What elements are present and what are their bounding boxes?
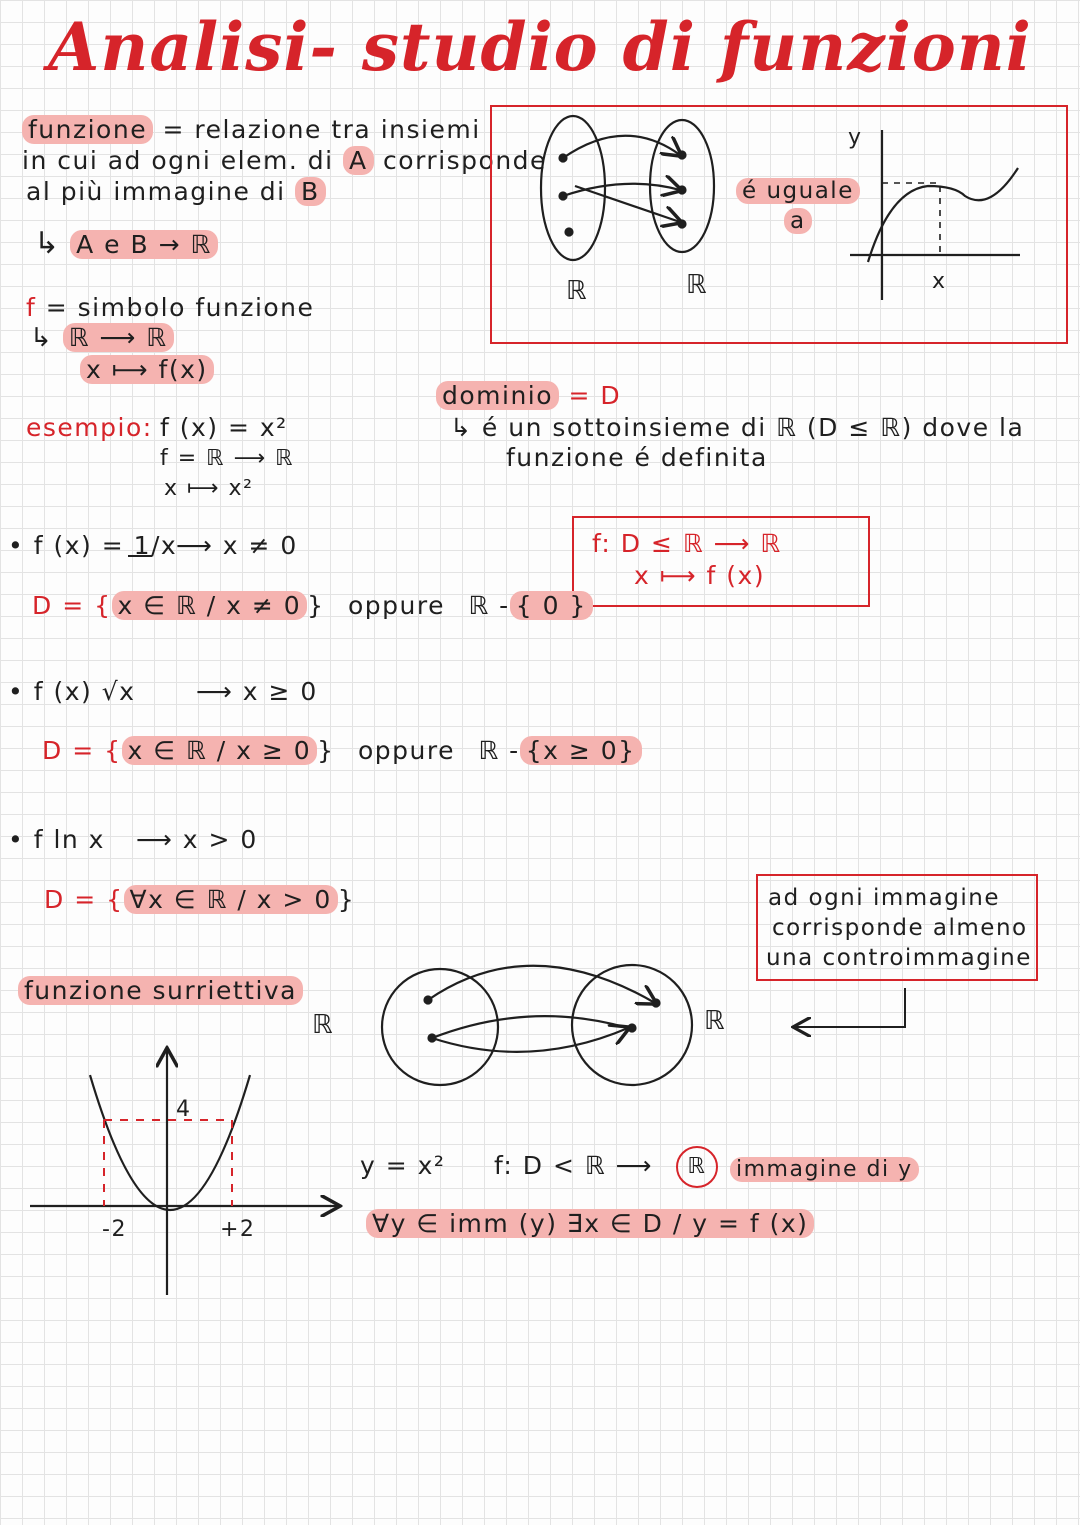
- ex3-function: • f ln x: [8, 825, 105, 854]
- ex1-domain-suffix: }: [307, 591, 325, 620]
- ex1-alt-prefix: ℝ -: [468, 591, 510, 620]
- graph2-label-plus2: +2: [220, 1217, 256, 1242]
- example-line-1: f (x) = x²: [160, 413, 288, 442]
- corner-arrow-icon-3: ↳: [450, 413, 473, 442]
- ex2-domain-prefix: D = {: [42, 736, 122, 765]
- box2-line-2: x ⟼ f (x): [634, 561, 766, 590]
- set-a-label: A: [343, 146, 374, 175]
- function-graph-1: [850, 130, 1020, 300]
- ex3-domain-set: ∀x ∈ ℝ / x > 0: [124, 885, 338, 914]
- surj-circled-set: ℝ: [676, 1146, 718, 1188]
- ex2-condition: ⟶ x ≥ 0: [196, 677, 318, 706]
- sets-text: A e B → ℝ: [70, 230, 218, 259]
- example-label: esempio:: [26, 413, 153, 442]
- domain-term: dominio: [436, 381, 559, 410]
- graph1-y-label: y: [848, 125, 863, 150]
- definition-term: funzione: [22, 115, 153, 144]
- definition-text-2a: in cui ad ogni elem. di: [22, 146, 343, 175]
- mapping-diagram-1: [541, 116, 714, 260]
- surjective-label-text: funzione surriettiva: [18, 976, 303, 1005]
- ex2-domain-set: x ∈ ℝ / x ≥ 0: [122, 736, 318, 765]
- surj-map: f: D < ℝ ⟶: [494, 1151, 653, 1180]
- surj-left-set: ℝ: [312, 1010, 335, 1040]
- ex1-function: • f (x) = 1/x: [8, 531, 178, 560]
- definition-text: = relazione tra insiemi: [153, 115, 481, 144]
- mapping-diagram-2: [382, 965, 692, 1085]
- surj-note-2: corrisponde almeno: [772, 915, 1028, 941]
- ex2-domain-suffix: }: [317, 736, 335, 765]
- symbol-map-text-1: ℝ ⟶ ℝ: [63, 323, 174, 352]
- corner-arrow-icon-2: ↳: [30, 323, 54, 353]
- surj-image-text: immagine di y: [730, 1157, 919, 1182]
- ex1-oppure: oppure: [347, 591, 445, 620]
- surj-equation: y = x²: [360, 1151, 446, 1180]
- graph2-label-minus2: -2: [102, 1217, 127, 1242]
- note-arrow: [795, 988, 905, 1027]
- set-b-label: B: [295, 177, 326, 206]
- graph2-label-4: 4: [176, 1097, 192, 1122]
- graph1-x-label: x: [932, 269, 947, 294]
- ex1-alt-set: { 0 }: [510, 591, 593, 620]
- surj-right-set: ℝ: [704, 1006, 727, 1036]
- domain-symbol: = D: [559, 381, 622, 410]
- ex3-condition: ⟶ x > 0: [136, 825, 258, 854]
- ex2-oppure: oppure: [357, 736, 455, 765]
- ex1-domain-prefix: D = {: [32, 591, 112, 620]
- symbol-f: f: [26, 293, 37, 322]
- surj-note-3: una controimmagine: [766, 945, 1032, 971]
- ex3-domain-suffix: }: [337, 885, 356, 914]
- definition-text-3a: al più immagine di: [26, 177, 296, 206]
- ex1-condition: ⟶ x ≠ 0: [176, 531, 298, 560]
- surj-note-1: ad ogni immagine: [768, 885, 1000, 911]
- ex2-alt-set: {x ≥ 0}: [520, 736, 642, 765]
- domain-desc-text-1: é un sottoinsieme di ℝ (D ≤ ℝ) dove la: [481, 413, 1025, 442]
- symbol-map-text-2: x ⟼ f(x): [80, 355, 214, 384]
- definition-text-2b: corrisponde: [373, 146, 547, 175]
- corner-arrow-icon: ↳: [34, 226, 61, 261]
- equal-text-2: a: [784, 208, 812, 234]
- example-line-2: f = ℝ ⟶ ℝ: [160, 446, 295, 471]
- box2-line-1: f: D ≤ ℝ ⟶ ℝ: [592, 529, 782, 558]
- page-title: Analisi- studio di funzioni: [48, 8, 1032, 86]
- ex1-domain-set: x ∈ ℝ / x ≠ 0: [112, 591, 308, 620]
- equal-text-1: é uguale: [736, 178, 860, 204]
- parabola-graph: [30, 1050, 338, 1295]
- surj-formula-text: ∀y ∈ imm (y) ∃x ∈ D / y = f (x): [366, 1209, 814, 1238]
- box1-right-set: ℝ: [686, 270, 709, 300]
- domain-desc-2: funzione é definita: [506, 443, 768, 472]
- ex3-domain-prefix: D = {: [44, 885, 124, 914]
- symbol-label: = simbolo funzione: [36, 293, 315, 322]
- box1-left-set: ℝ: [566, 276, 589, 306]
- ex2-alt-prefix: ℝ -: [478, 736, 520, 765]
- ex2-function: • f (x) √x: [8, 677, 136, 706]
- example-line-3: x ⟼ x²: [164, 476, 254, 501]
